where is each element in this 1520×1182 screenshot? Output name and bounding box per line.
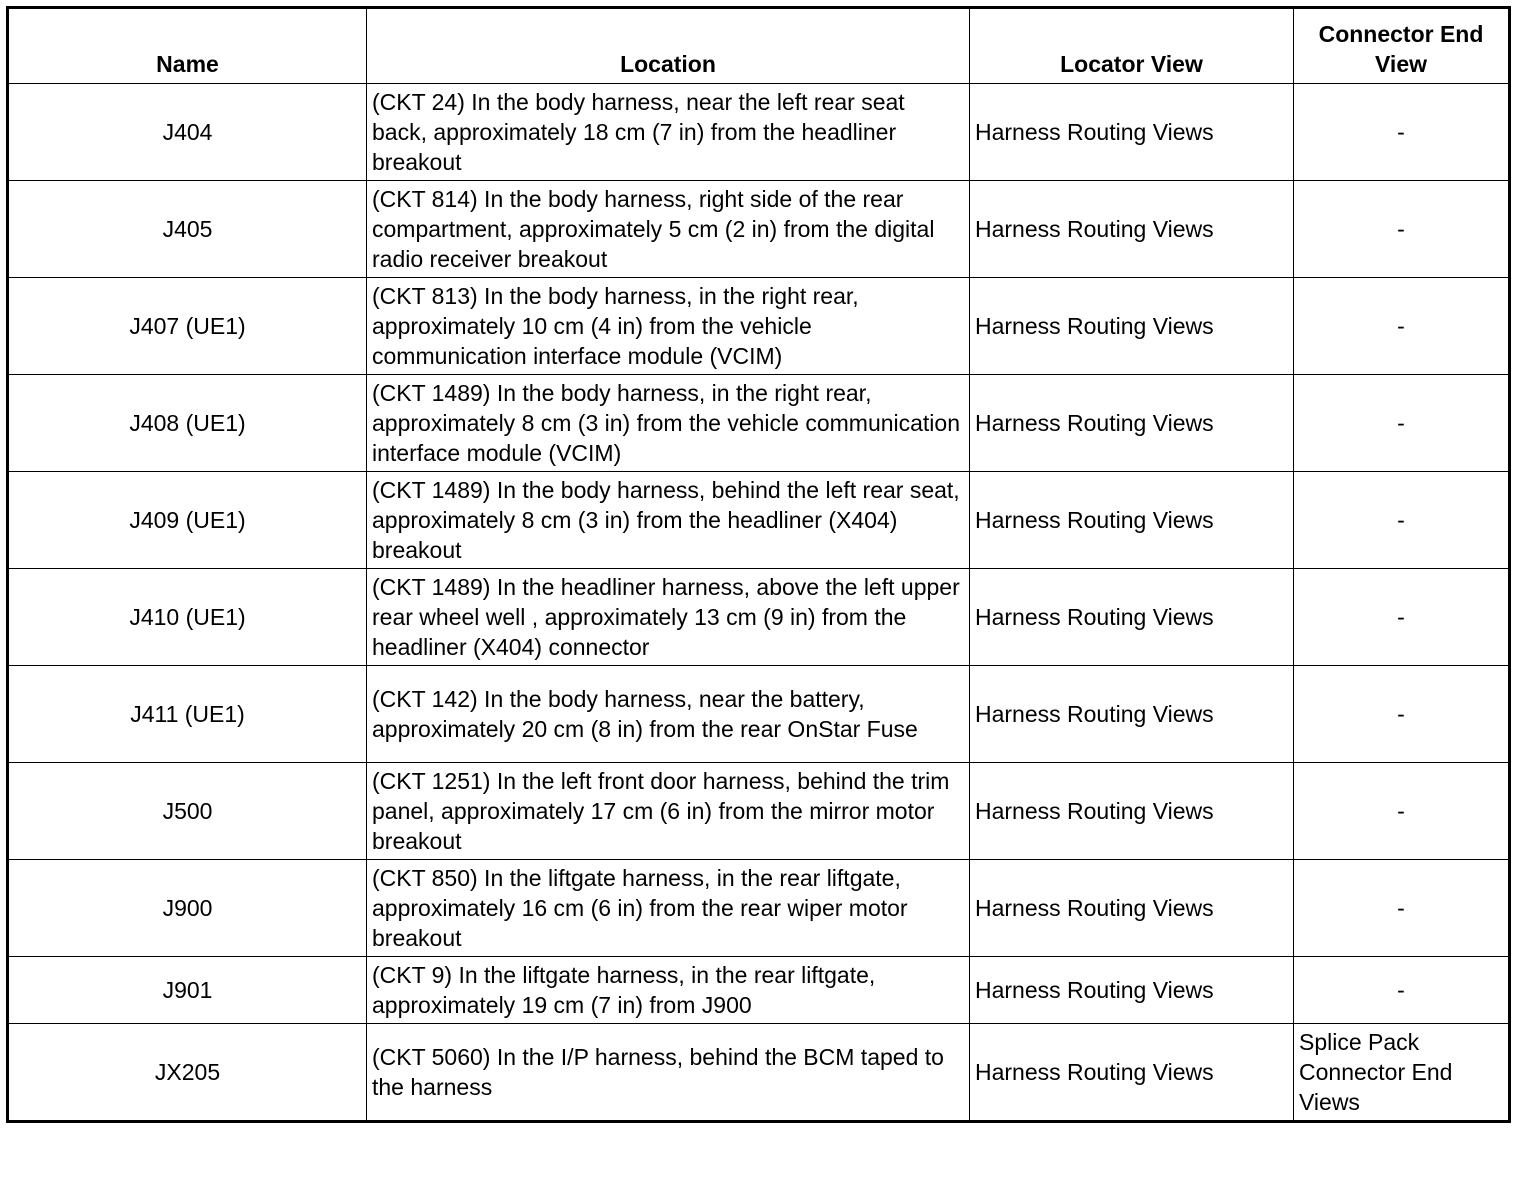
cell-location: (CKT 9) In the liftgate harness, in the rear liftgate, approximately 19 cm (7 in) from J900: [367, 957, 970, 1024]
cell-location: (CKT 850) In the liftgate harness, in the rear liftgate, approximately 16 cm (6 in) from the rear wiper motor breakout: [367, 860, 970, 957]
cell-name: J409 (UE1): [8, 472, 367, 569]
cell-locator-view[interactable]: Harness Routing Views: [970, 278, 1294, 375]
cell-location: (CKT 814) In the body harness, right side of the rear compartment, approximately 5 cm (2 in) from the digital radio receiver breakout: [367, 181, 970, 278]
cell-locator-view[interactable]: Harness Routing Views: [970, 569, 1294, 666]
cell-location: (CKT 142) In the body harness, near the battery, approximately 20 cm (8 in) from the rear OnStar Fuse: [367, 666, 970, 763]
cell-locator-view[interactable]: Harness Routing Views: [970, 666, 1294, 763]
cell-name: J900: [8, 860, 367, 957]
cell-connector-end-view: -: [1294, 181, 1510, 278]
table-row: [8, 957, 1510, 1024]
cell-connector-end-view: -: [1294, 763, 1510, 860]
table-row: [8, 763, 1510, 860]
splice-location-table: [6, 6, 1511, 1123]
table-row: [8, 1024, 1510, 1122]
table-row: [8, 666, 1510, 763]
table-row: [8, 569, 1510, 666]
cell-locator-view[interactable]: Harness Routing Views: [970, 181, 1294, 278]
cell-connector-end-view: -: [1294, 860, 1510, 957]
cell-location: (CKT 813) In the body harness, in the right rear, approximately 10 cm (4 in) from the vehicle communication interface module (VCIM): [367, 278, 970, 375]
cell-connector-end-view: -: [1294, 957, 1510, 1024]
cell-locator-view[interactable]: Harness Routing Views: [970, 1024, 1294, 1122]
header-locator-view: Locator View: [970, 8, 1294, 84]
cell-location: (CKT 1251) In the left front door harness, behind the trim panel, approximately 17 cm (6 in) from the mirror motor breakout: [367, 763, 970, 860]
cell-locator-view[interactable]: Harness Routing Views: [970, 860, 1294, 957]
cell-name: J901: [8, 957, 367, 1024]
table-row: [8, 278, 1510, 375]
cell-name: J405: [8, 181, 367, 278]
cell-location: (CKT 1489) In the body harness, in the right rear, approximately 8 cm (3 in) from the vehicle communication interface module (VCIM): [367, 375, 970, 472]
cell-name: J407 (UE1): [8, 278, 367, 375]
table-row: [8, 375, 1510, 472]
cell-location: (CKT 5060) In the I/P harness, behind the BCM taped to the harness: [367, 1024, 970, 1122]
cell-locator-view[interactable]: Harness Routing Views: [970, 375, 1294, 472]
table-row: [8, 84, 1510, 181]
cell-name: J410 (UE1): [8, 569, 367, 666]
cell-connector-end-view: -: [1294, 666, 1510, 763]
cell-name: J500: [8, 763, 367, 860]
cell-connector-end-view: -: [1294, 375, 1510, 472]
table-row: [8, 181, 1510, 278]
cell-location: (CKT 1489) In the body harness, behind the left rear seat, approximately 8 cm (3 in) from the headliner (X404) breakout: [367, 472, 970, 569]
table-row: [8, 860, 1510, 957]
cell-locator-view[interactable]: Harness Routing Views: [970, 84, 1294, 181]
header-location: Location: [367, 8, 970, 84]
cell-name: J408 (UE1): [8, 375, 367, 472]
cell-name: JX205: [8, 1024, 367, 1122]
cell-location: (CKT 1489) In the headliner harness, above the left upper rear wheel well , approximately 13 cm (9 in) from the headliner (X404) connector: [367, 569, 970, 666]
header-connector-end-view: Connector End View: [1294, 8, 1510, 84]
header-name: Name: [8, 8, 367, 84]
cell-connector-end-view: -: [1294, 278, 1510, 375]
cell-connector-end-view[interactable]: Splice Pack Connector End Views: [1294, 1024, 1510, 1122]
cell-connector-end-view: -: [1294, 569, 1510, 666]
cell-locator-view[interactable]: Harness Routing Views: [970, 472, 1294, 569]
cell-location: (CKT 24) In the body harness, near the left rear seat back, approximately 18 cm (7 in) from the headliner breakout: [367, 84, 970, 181]
cell-connector-end-view: -: [1294, 472, 1510, 569]
cell-connector-end-view: -: [1294, 84, 1510, 181]
table-row: [8, 472, 1510, 569]
cell-name: J404: [8, 84, 367, 181]
header-row: [8, 8, 1510, 84]
cell-locator-view[interactable]: Harness Routing Views: [970, 957, 1294, 1024]
cell-locator-view[interactable]: Harness Routing Views: [970, 763, 1294, 860]
cell-name: J411 (UE1): [8, 666, 367, 763]
